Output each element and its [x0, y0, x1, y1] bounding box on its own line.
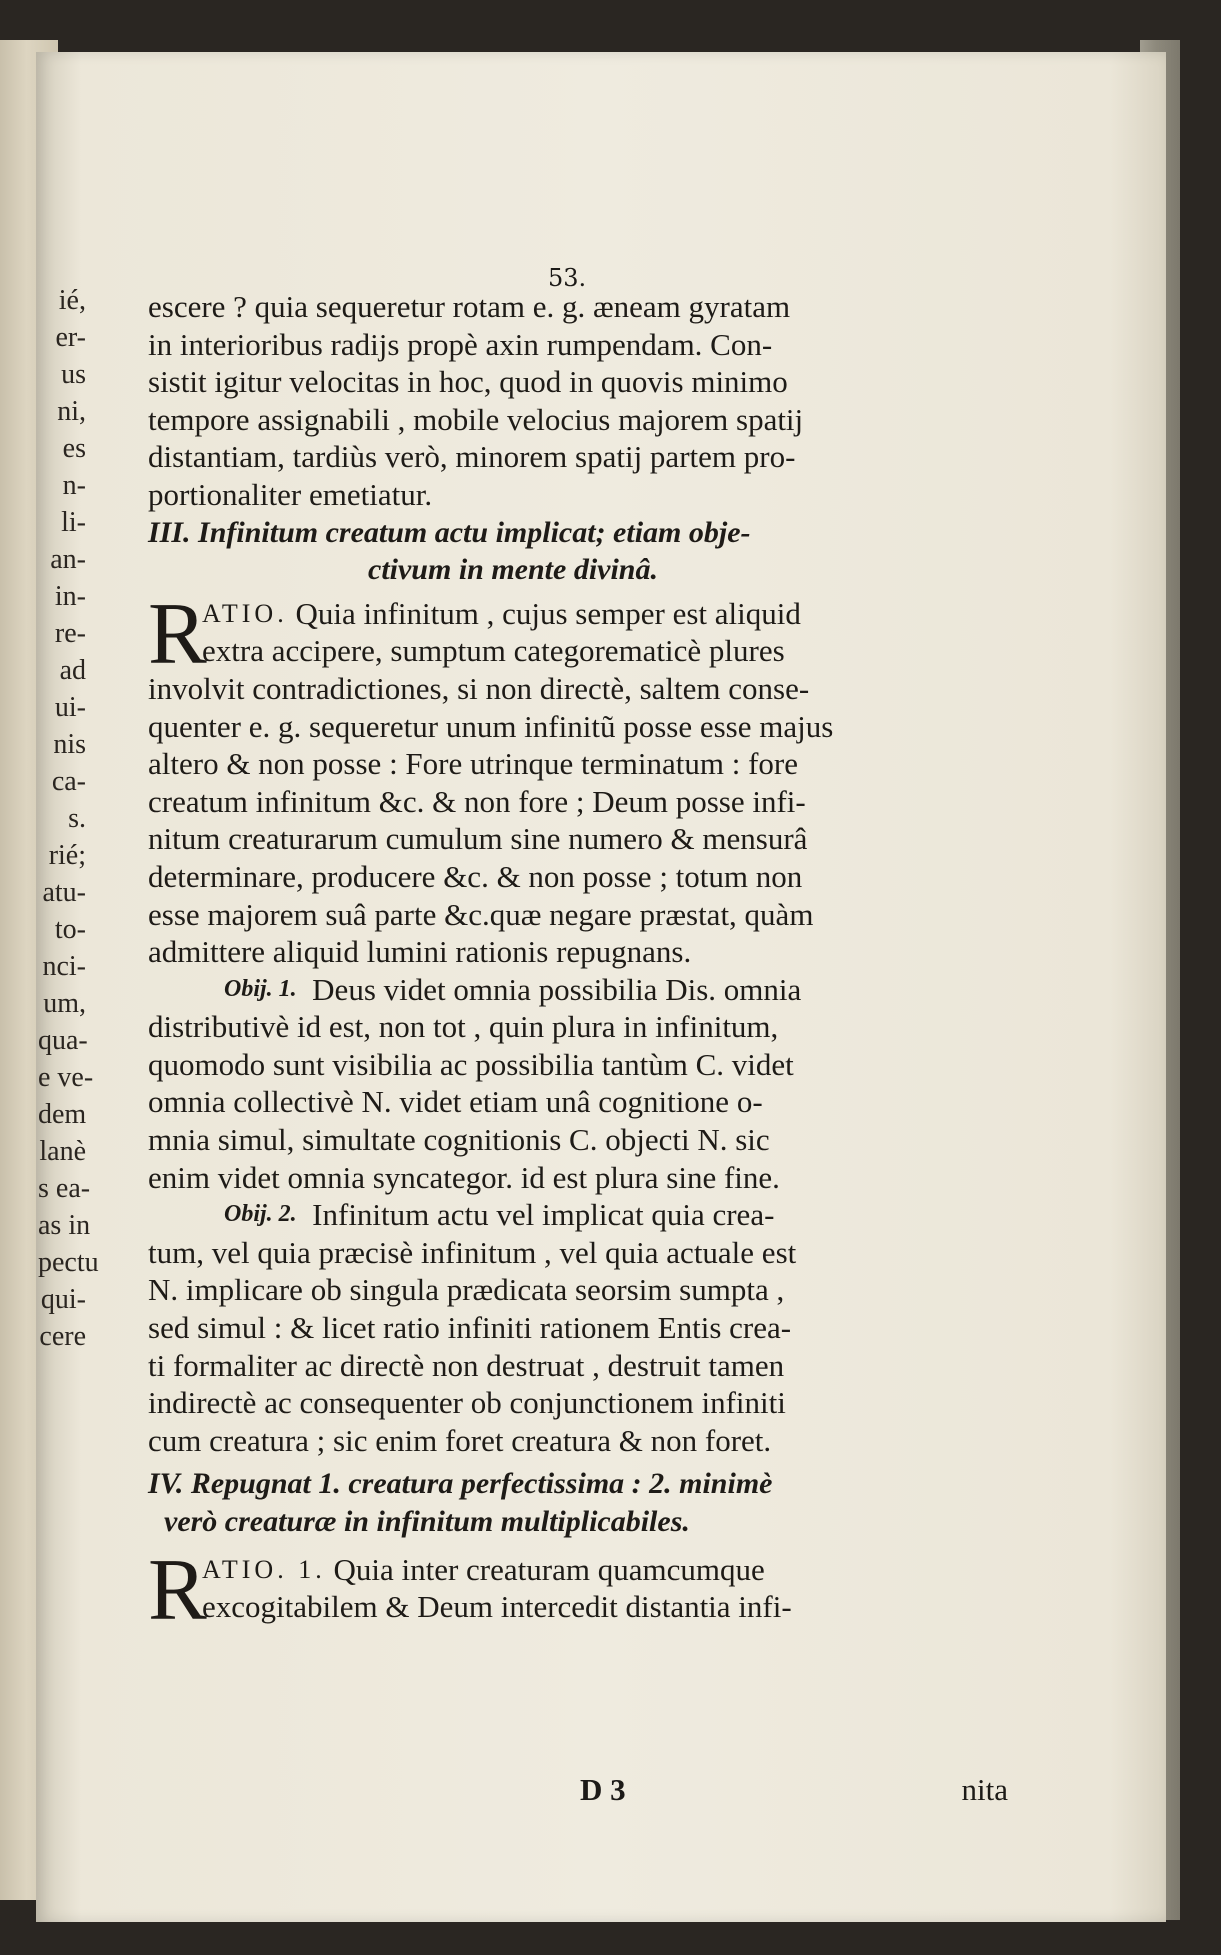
catchword: nita [961, 1772, 1008, 1807]
text-line: creatum infinitum &c. & non fore ; Deum posse infi- [148, 783, 806, 819]
heading-line: verò creaturæ in infinitum multiplicabiles. [164, 1505, 690, 1538]
text-line-rest: Quia infinitum , cujus semper est aliquid [295, 595, 801, 631]
margin-fragment: li- [61, 507, 86, 538]
objection-1 [148, 971, 1008, 1197]
text-line: determinare, producere &c. & non posse ; totum non [148, 858, 803, 894]
text-line: cum creatura ; sic enim foret creatura & non foret. [148, 1422, 772, 1458]
text-line: excogitabilem & Deum intercedit distantia infi- [202, 1589, 792, 1625]
text-line: esse majorem suâ parte &c.quæ negare præstat, quàm [148, 896, 814, 932]
margin-fragment: pectu [38, 1247, 99, 1278]
margin-fragment: qui- [40, 1284, 86, 1315]
ratio-label: ATIO. [202, 598, 288, 628]
margin-fragment: ui- [54, 692, 86, 723]
thesis-heading-iii [148, 514, 1008, 589]
ratio-paragraph-iv [148, 1541, 1008, 1639]
margin-fragment: re- [54, 618, 86, 649]
text-line: distributivè id est, non tot , quin plura in infinitum, [148, 1009, 779, 1045]
text-line: omnia collectivè N. videt etiam unâ cognitione o- [148, 1084, 763, 1120]
page-number: 53. [548, 264, 587, 292]
margin-fragment: um, [43, 988, 86, 1019]
text-line: involvit contradictiones, si non directè, saltem conse- [148, 670, 810, 706]
text-line: altero & non posse : Fore utrinque terminatum : fore [148, 746, 798, 782]
margin-fragment: s. [68, 803, 86, 834]
ratio-paragraph-iii [148, 585, 1008, 971]
text-line: admittere aliquid lumini rationis repugnans. [148, 934, 692, 970]
text-line-rest: Quia inter creaturam quamcumque [333, 1551, 765, 1587]
margin-fragment: to- [54, 914, 86, 945]
text-line: distantiam, tardiùs verò, minorem spatij partem pro- [148, 439, 796, 475]
text-line [148, 971, 1008, 1009]
text-line: tempore assignabili , mobile velocius majorem spatij [148, 401, 804, 437]
ratio-label: ATIO. 1. [202, 1554, 326, 1584]
text-line: sistit igitur velocitas in hoc, quod in quovis minimo [148, 364, 788, 400]
heading-line: III. Infinitum creatum actu implicat; etiam obje- [148, 515, 751, 549]
objection-2 [148, 1196, 1008, 1459]
objection-label: Obij. 1. [224, 975, 297, 1002]
margin-fragment: n- [62, 470, 86, 501]
margin-fragment: er- [55, 322, 86, 353]
margin-fragment: ca- [51, 766, 86, 797]
margin-fragment: in- [54, 581, 86, 612]
paragraph-velocity [148, 288, 1008, 514]
text-line: enim videt omnia syncategor. id est plura sine fine. [148, 1159, 780, 1195]
text-line: ti formaliter ac directè non destruat , destruit tamen [148, 1347, 785, 1383]
text-line: mnia simul, simultate cognitionis C. objecti N. sic [148, 1122, 770, 1158]
left-margin-fragments [38, 282, 99, 1562]
margin-fragment: us [61, 359, 86, 390]
margin-fragment: es [62, 433, 86, 464]
text-line-rest: Deus videt omnia possibilia Dis. omnia [312, 971, 802, 1007]
page [36, 52, 1166, 1922]
margin-fragment: dem [38, 1099, 87, 1130]
margin-fragment: nci- [42, 951, 86, 982]
thesis-heading-iv [148, 1465, 1008, 1540]
body-text [148, 264, 1008, 1639]
drop-cap: R [148, 1541, 207, 1639]
heading-line: IV. Repugnat 1. creatura perfectissima : 2. minimè [148, 1467, 773, 1501]
margin-fragment: e ve- [38, 1062, 94, 1093]
text-line-rest: Infinitum actu vel implicat quia crea- [312, 1197, 775, 1233]
margin-fragment: ié, [58, 285, 86, 316]
text-line: extra accipere, sumptum categorematicè plures [202, 633, 785, 669]
margin-fragment: ad [59, 655, 86, 686]
text-line: N. implicare ob singula prædicata seorsim sumpta , [148, 1272, 785, 1308]
margin-fragment: qua- [38, 1025, 88, 1056]
text-line: quomodo sunt visibilia ac possibilia tantùm C. videt [148, 1046, 794, 1082]
text-line: escere ? quia sequeretur rotam e. g. æneam gyratam [148, 289, 791, 324]
margin-fragment: s ea- [38, 1173, 91, 1204]
text-line [148, 595, 1008, 633]
signature-mark: D 3 [580, 1772, 626, 1807]
heading-line: ctivum in mente divinâ. [368, 553, 658, 587]
margin-fragment: lanè [39, 1136, 86, 1167]
margin-fragment: atu- [42, 877, 86, 908]
text-line: portionaliter emetiatur. [148, 476, 433, 512]
text-line: tum, vel quia præcisè infinitum , vel quia actuale est [148, 1234, 797, 1270]
drop-cap: R [148, 585, 207, 683]
text-line: sed simul : & licet ratio infiniti rationem Entis crea- [148, 1310, 792, 1346]
text-line: indirectè ac consequenter ob conjunctionem infiniti [148, 1385, 786, 1421]
margin-fragment: an- [50, 544, 86, 575]
text-line [148, 1196, 1008, 1234]
margin-fragment: as in [38, 1210, 91, 1241]
margin-fragment: rié; [48, 840, 86, 871]
margin-fragment: nis [53, 729, 86, 760]
text-line: in interioribus radijs propè axin rumpendam. Con- [148, 326, 773, 362]
text-line [148, 1551, 1008, 1589]
objection-label: Obij. 2. [224, 1201, 297, 1228]
margin-fragment: ni, [57, 396, 86, 427]
text-line: nitum creaturarum cumulum sine numero & mensurâ [148, 821, 808, 857]
margin-fragment: cere [39, 1321, 86, 1352]
text-line: quenter e. g. sequeretur unum infinitũ posse esse majus [148, 708, 834, 744]
